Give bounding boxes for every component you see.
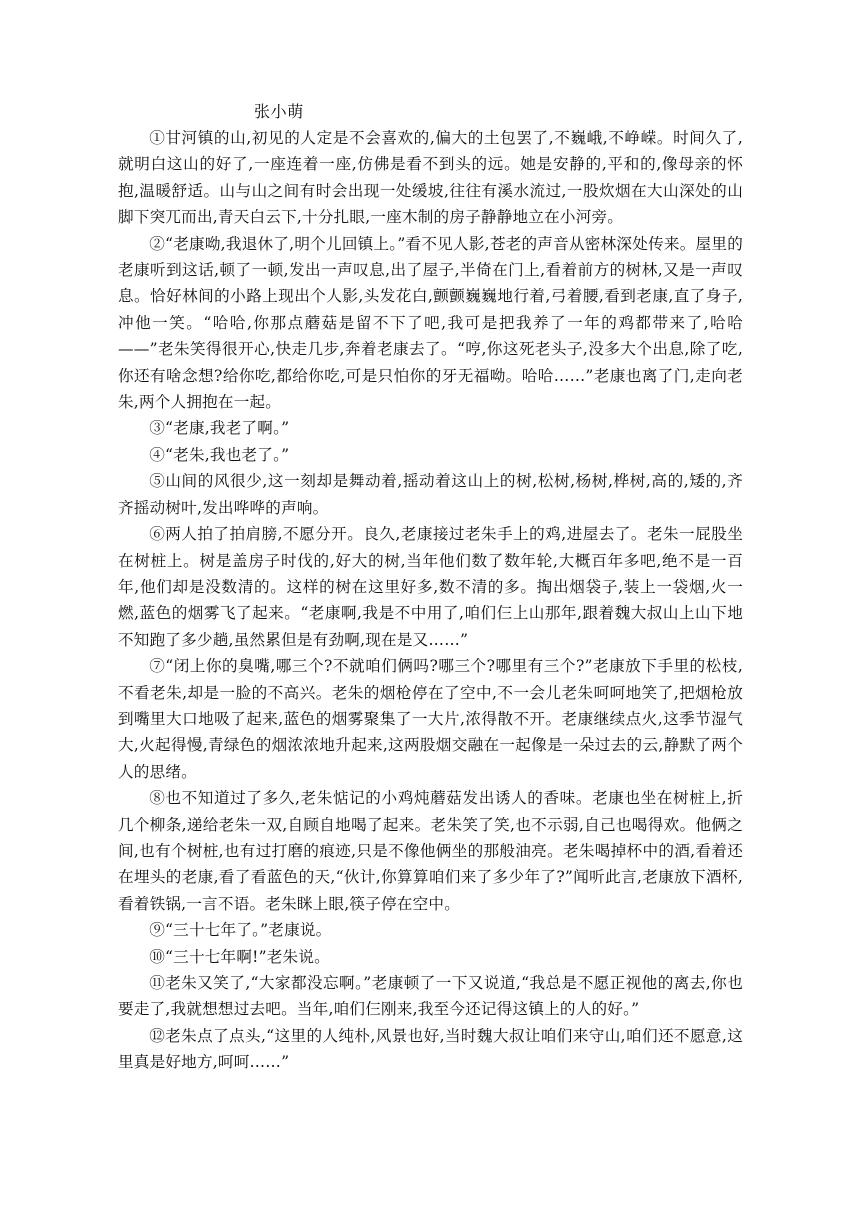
paragraph-9: ⑨“三十七年了。”老康说。 xyxy=(149,921,332,940)
paragraph-8: ⑧也不知道过了多久,老朱惦记的小鸡炖蘑菇发出诱人的香味。老康也坐在树桩上,折几个柳条,递给老朱一双,自顾自地喝了起来。老朱笑了笑,也不示弱,自己也喝得欢。他俩之间,也有个树桩,也有过打磨的痕迹,只是不像他俩坐的那般油亮。老朱喝掉杯中的酒,看着还在埋头的老康,看了看蓝色的天,“伙计,你算算咱们来了多少年了?”闻听此言,老康放下酒杯,看着铁锅,一言不语。老朱眯上眼,筷子停在空中。 xyxy=(118,789,743,913)
paragraph-11: ⑪老朱又笑了,“大家都没忘啊。”老康顿了一下又说道,“我总是不愿正视他的离去,你也要走了,我就想想过去吧。当年,咱们仨刚来,我至今还记得这镇上的人的好。” xyxy=(118,974,743,1019)
paragraph-2: ②“老康呦,我退休了,明个儿回镇上。”看不见人影,苍老的声音从密林深处传来。屋里的老康听到这话,顿了一顿,发出一声叹息,出了屋子,半倚在门上,看着前方的树林,又是一声叹息。恰好林间的小路上现出个人影,头发花白,颤颤巍巍地行着,弓着腰,看到老康,直了身子,冲他一笑。“哈哈,你那点蘑菇是留不下了吧,我可是把我养了一年的鸡都带来了,哈哈——”老朱笑得很开心,快走几步,奔着老康去了。“哼,你这死老头子,没多大个出息,除了吃,你还有啥念想?给你吃,都给你吃,可是只怕你的牙无福呦。哈哈……”老康也离了门,走向老朱,两个人拥抱在一起。 xyxy=(118,234,743,412)
paragraph-6: ⑥两人拍了拍肩膀,不愿分开。良久,老康接过老朱手上的鸡,进屋去了。老朱一屁股坐在树桩上。树是盖房子时伐的,好大的树,当年他们数了数年轮,大概百年多吧,绝不是一百年,他们却是没数清的。这样的树在这里好多,数不清的多。掏出烟袋子,装上一袋烟,火一燃,蓝色的烟雾飞了起来。“老康啊,我是不中用了,咱们仨上山那年,跟着魏大叔山上山下地不知跑了多少趟,虽然累但是有劲啊,现在是又……” xyxy=(118,525,743,649)
paragraph-5: ⑤山间的风很少,这一刻却是舞动着,摇动着这山上的树,松树,杨树,桦树,高的,矮的,齐齐摇动树叶,发出哗哗的声响。 xyxy=(118,472,743,517)
paragraph-10: ⑩“三十七年啊!”老朱说。 xyxy=(149,947,330,966)
paragraph-4: ④“老朱,我也老了。” xyxy=(149,445,290,464)
paragraph-12: ⑫老朱点了点头,“这里的人纯朴,风景也好,当时魏大叔让咱们来守山,咱们还不愿意,这里真是好地方,呵呵……” xyxy=(118,1026,743,1072)
article-body xyxy=(118,99,743,1076)
paragraph-7: ⑦“闭上你的臭嘴,哪三个?不就咱们俩吗?哪三个?哪里有三个?”老康放下手里的松枝,不看老朱,却是一脸的不高兴。老朱的烟枪停在了空中,不一会儿老朱呵呵地笑了,把烟枪放到嘴里大口地吸了起来,蓝色的烟雾聚集了一大片,浓得散不开。老康继续点火,这季节湿气大,火起得慢,青绿色的烟浓浓地升起来,这两股烟交融在一起像是一朵过去的云,静默了两个人的思绪。 xyxy=(118,657,743,781)
author-name: 张小萌 xyxy=(254,102,304,121)
paragraph-1: ①甘河镇的山,初见的人定是不会喜欢的,偏大的土包罢了,不巍峨,不峥嵘。时间久了,就明白这山的好了,一座连着一座,仿佛是看不到头的远。她是安静的,平和的,像母亲的怀抱,温暖舒适。山与山之间有时会出现一处缓坡,往往有溪水流过,一股炊烟在大山深处的山脚下突兀而出,青天白云下,十分扎眼,一座木制的房子静静地立在小河旁。 xyxy=(118,129,743,227)
paragraph-3: ③“老康,我老了啊。” xyxy=(149,419,290,438)
